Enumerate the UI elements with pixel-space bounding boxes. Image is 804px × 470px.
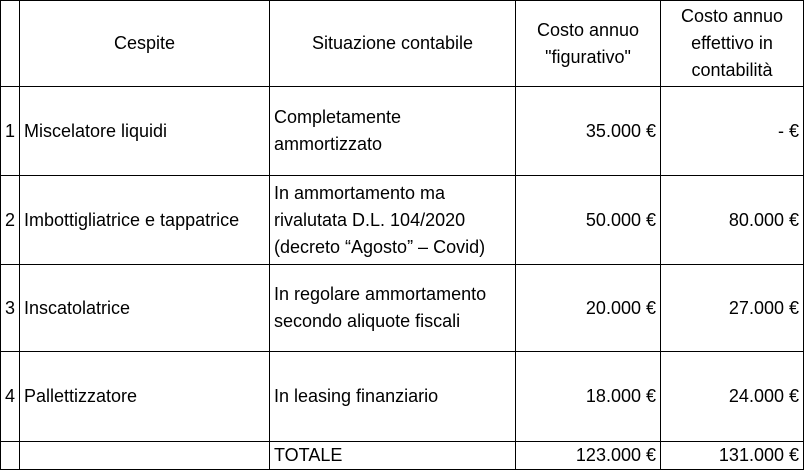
total-label: TOTALE: [270, 442, 516, 470]
header-row: [1, 1, 804, 87]
total-cespite-cell: [20, 442, 270, 470]
row-cespite: Imbottigliatrice e tappatrice: [20, 176, 270, 265]
row-costo-figurativo: 20.000 €: [516, 265, 661, 352]
total-row: [1, 442, 804, 470]
header-cespite: Cespite: [20, 1, 270, 87]
total-costo-figurativo: 123.000 €: [516, 442, 661, 470]
row-number: 1: [1, 87, 20, 176]
row-costo-figurativo: 35.000 €: [516, 87, 661, 176]
total-costo-effettivo: 131.000 €: [661, 442, 804, 470]
header-num: [1, 1, 20, 87]
row-situazione: In leasing finanziario: [270, 352, 516, 442]
row-number: 3: [1, 265, 20, 352]
row-costo-effettivo: 80.000 €: [661, 176, 804, 265]
row-costo-figurativo: 18.000 €: [516, 352, 661, 442]
row-cespite: Pallettizzatore: [20, 352, 270, 442]
table-row: [1, 87, 804, 176]
table-row: [1, 176, 804, 265]
table-row: [1, 352, 804, 442]
row-situazione: Completamente ammortizzato: [270, 87, 516, 176]
row-situazione: In ammortamento ma rivalutata D.L. 104/2020 (decreto “Agosto” – Covid): [270, 176, 516, 265]
table-row: [1, 265, 804, 352]
row-situazione: In regolare ammortamento secondo aliquote fiscali: [270, 265, 516, 352]
total-num-cell: [1, 442, 20, 470]
row-number: 2: [1, 176, 20, 265]
row-costo-effettivo: - €: [661, 87, 804, 176]
header-situazione: Situazione contabile: [270, 1, 516, 87]
row-cespite: Miscelatore liquidi: [20, 87, 270, 176]
header-costo-figurativo: Costo annuo "figurativo": [516, 1, 661, 87]
row-costo-figurativo: 50.000 €: [516, 176, 661, 265]
row-costo-effettivo: 27.000 €: [661, 265, 804, 352]
row-cespite: Inscatolatrice: [20, 265, 270, 352]
row-number: 4: [1, 352, 20, 442]
row-costo-effettivo: 24.000 €: [661, 352, 804, 442]
header-costo-effettivo: Costo annuo effettivo in contabilità: [661, 1, 804, 87]
